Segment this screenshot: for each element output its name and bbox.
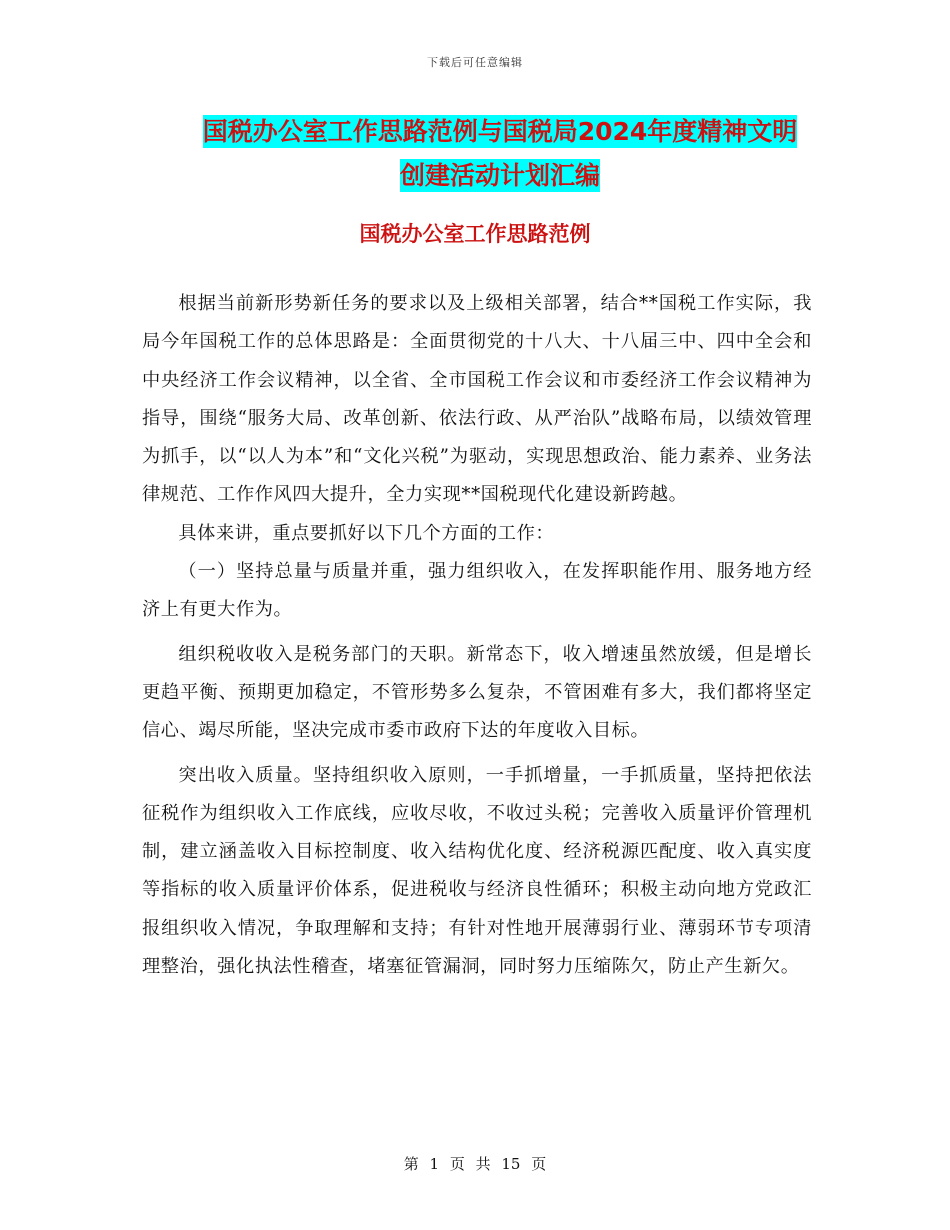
paragraph-overall-approach: 根据当前新形势新任务的要求以及上级相关部署，结合**国税工作实际，我局今年国税工作的总体思路是：全面贯彻党的十八大、十八届三中、四中全会和中央经济工作会议精神，以全省、全市国税工作会议和市委经济工作会议精神为指导，围绕“服务大局、改革创新、依法行政、从严治队”战略布局，以绩效管理为抓手，以“以人为本”和“文化兴税”为驱动，实现思想政治、能力素养、业务法律规范、工作作风四大提升，全力实现**国税现代化建设新跨越。 bbox=[142, 293, 812, 506]
document-body bbox=[142, 285, 812, 986]
paragraph-item-one: （一）坚持总量与质量并重，强力组织收入，在发挥职能作用、服务地方经济上有更大作为。 bbox=[142, 561, 812, 621]
paragraph-revenue-duty: 组织税收收入是税务部门的天职。新常态下，收入增速虽然放缓，但是增长更趋平衡、预期更加稳定，不管形势多么复杂，不管困难有多大，我们都将坚定信心、竭尽所能，坚决完成市委市政府下达的年度收入目标。 bbox=[142, 643, 812, 742]
paragraph-revenue-quality: 突出收入质量。坚持组织收入原则，一手抓增量，一手抓质量，坚持把依法征税作为组织收入工作底线，应收尽收，不收过头税；完善收入质量评价管理机制，建立涵盖收入目标控制度、收入结构优化度、经济税源匹配度、收入真实度等指标的收入质量评价体系，促进税收与经济良性循环；积极主动向地方党政汇报组织收入情况，争取理解和支持；有针对性地开展薄弱行业、薄弱环节专项清理整治，强化执法性稽查，堵塞征管漏洞，同时努力压缩陈欠，防止产生新欠。 bbox=[142, 764, 812, 978]
page-footer: 第 1 页 共 15 页 bbox=[403, 1155, 547, 1173]
section-title: 国税办公室工作思路范例 bbox=[359, 222, 591, 246]
header-note: 下载后可任意编辑 bbox=[427, 56, 523, 69]
document-title-line-1: 国税办公室工作思路范例与国税局2024年度精神文明 bbox=[202, 117, 798, 146]
paragraph-specific-work: 具体来讲，重点要抓好以下几个方面的工作： bbox=[178, 522, 555, 544]
document-title-line-2: 创建活动计划汇编 bbox=[399, 161, 600, 190]
document-title bbox=[130, 110, 870, 198]
